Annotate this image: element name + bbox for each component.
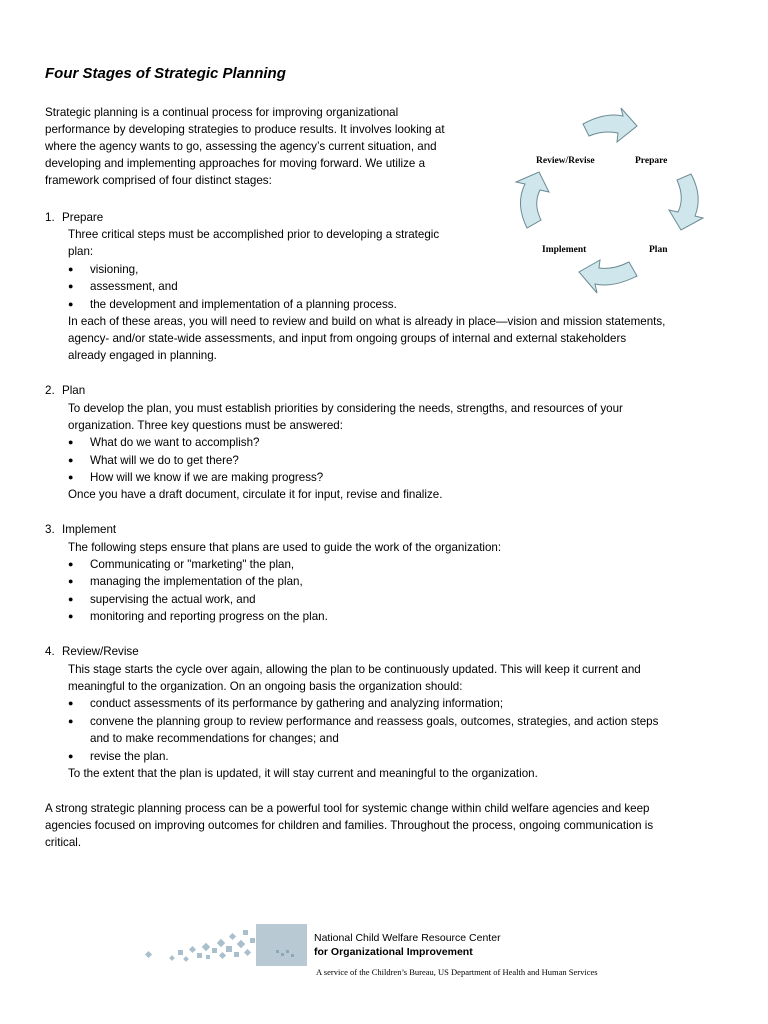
bullet-icon: ● [68, 281, 74, 291]
cycle-label-review: Review/Revise [536, 156, 595, 166]
list-item: ● conduct assessments of its performance by gathering and analyzing information; [90, 695, 503, 712]
list-item: ● revise the plan. [90, 748, 169, 765]
intro-line-4: developing and implementing approaches for moving forward. We utilize a [45, 157, 426, 170]
prepare-after-2: agency- and/or state-wide assessments, and input from ongoing groups of internal and external stakeholders [68, 332, 627, 345]
plan-line-2: organization. Three key questions must be answered: [68, 419, 343, 432]
cycle-label-implement: Implement [542, 245, 587, 255]
bullet-icon: ● [68, 437, 74, 447]
list-item: ● the development and implementation of a planning process. [90, 296, 397, 313]
stage-heading-plan [45, 382, 85, 399]
stage-title: Prepare [62, 211, 104, 224]
cycle-label-plan: Plan [649, 245, 668, 255]
stage-number: 3. [45, 523, 55, 536]
bullet-icon: ● [68, 594, 74, 604]
org-logo [140, 922, 310, 968]
list-item: ● What do we want to accomplish? [90, 434, 259, 451]
list-item: ● What will we do to get there? [90, 452, 239, 469]
closing-line-2: agencies focused on improving outcomes for children and families. Throughout the process, ongoing communication is [45, 819, 654, 832]
bullet-icon: ● [68, 611, 74, 621]
arrow-left-icon [516, 172, 549, 228]
intro-line-2: performance by developing strategies to produce results. It involves looking at [45, 123, 445, 136]
list-item: ● visioning, [90, 261, 138, 278]
arrow-right-icon [669, 174, 703, 230]
plan-after-1: Once you have a draft document, circulate it for input, revise and finalize. [68, 488, 443, 501]
arrow-bottom-icon [579, 260, 637, 293]
stage-heading-implement [45, 521, 116, 538]
cycle-label-prepare: Prepare [635, 156, 668, 166]
list-item: ● managing the implementation of the plan, [90, 573, 303, 590]
bullet-icon: ● [68, 576, 74, 586]
prepare-line-1: Three critical steps must be accomplished prior to developing a strategic [68, 228, 440, 241]
service-note: A service of the Children’s Bureau, US Department of Health and Human Services [316, 967, 598, 977]
review-after-1: To the extent that the plan is updated, it will stay current and meaningful to the organization. [68, 767, 538, 780]
stage-heading-prepare [45, 209, 103, 226]
implement-line-1: The following steps ensure that plans are used to guide the work of the organization: [68, 541, 502, 554]
review-line-1: This stage starts the cycle over again, allowing the plan to be continuously updated. This will keep it current and [68, 663, 641, 676]
stage-title: Implement [62, 523, 117, 536]
plan-line-1: To develop the plan, you must establish priorities by considering the needs, strengths, and resources of your [68, 402, 623, 415]
bullet-icon: ● [68, 716, 74, 726]
list-item: ● Communicating or "marketing" the plan, [90, 556, 294, 573]
list-item: ● supervising the actual work, and [90, 591, 256, 608]
stage-title: Review/Revise [62, 645, 139, 658]
org-name: National Child Welfare Resource Center [314, 932, 501, 944]
bullet-icon: ● [68, 264, 74, 274]
prepare-after-3: already engaged in planning. [68, 349, 217, 362]
closing-line-3: critical. [45, 836, 82, 849]
review-line-2: meaningful to the organization. On an ongoing basis the organization should: [68, 680, 463, 693]
bullet-icon: ● [68, 455, 74, 465]
stage-number: 1. [45, 211, 55, 224]
prepare-after-1: In each of these areas, you will need to review and build on what is already in place—vision and mission statements, [68, 315, 666, 328]
list-item: ● How will we know if we are making progress? [90, 469, 323, 486]
stage-title: Plan [62, 384, 86, 397]
bullet-icon: ● [68, 472, 74, 482]
cycle-diagram [505, 100, 715, 305]
logo-mosaic-icon [140, 922, 310, 968]
closing-line-1: A strong strategic planning process can be a powerful tool for systemic change within child welfare agencies and keep [45, 802, 650, 815]
prepare-line-2: plan: [68, 245, 94, 258]
logo-block [256, 924, 307, 966]
page-title: Four Stages of Strategic Planning [45, 65, 286, 82]
arrow-top-icon [583, 108, 637, 142]
intro-line-1: Strategic planning is a continual process for improving organizational [45, 106, 399, 119]
bullet-icon: ● [68, 299, 74, 309]
bullet-icon: ● [68, 698, 74, 708]
stage-heading-review [45, 643, 139, 660]
list-item: ● convene the planning group to review performance and reassess goals, outcomes, strategies, and action steps [90, 713, 658, 730]
bullet-icon: ● [68, 559, 74, 569]
intro-line-5: framework comprised of four distinct stages: [45, 174, 272, 187]
stage-number: 2. [45, 384, 55, 397]
cycle-arrows [505, 100, 715, 305]
intro-line-3: where the agency wants to go, assessing the agency’s current situation, and [45, 140, 437, 153]
bullet-icon: ● [68, 751, 74, 761]
stage-number: 4. [45, 645, 55, 658]
review-bullet-continuation: and to make recommendations for changes; and [90, 732, 339, 745]
list-item: ● monitoring and reporting progress on the plan. [90, 608, 328, 625]
list-item: ● assessment, and [90, 278, 178, 295]
org-subtitle: for Organizational Improvement [314, 946, 473, 958]
